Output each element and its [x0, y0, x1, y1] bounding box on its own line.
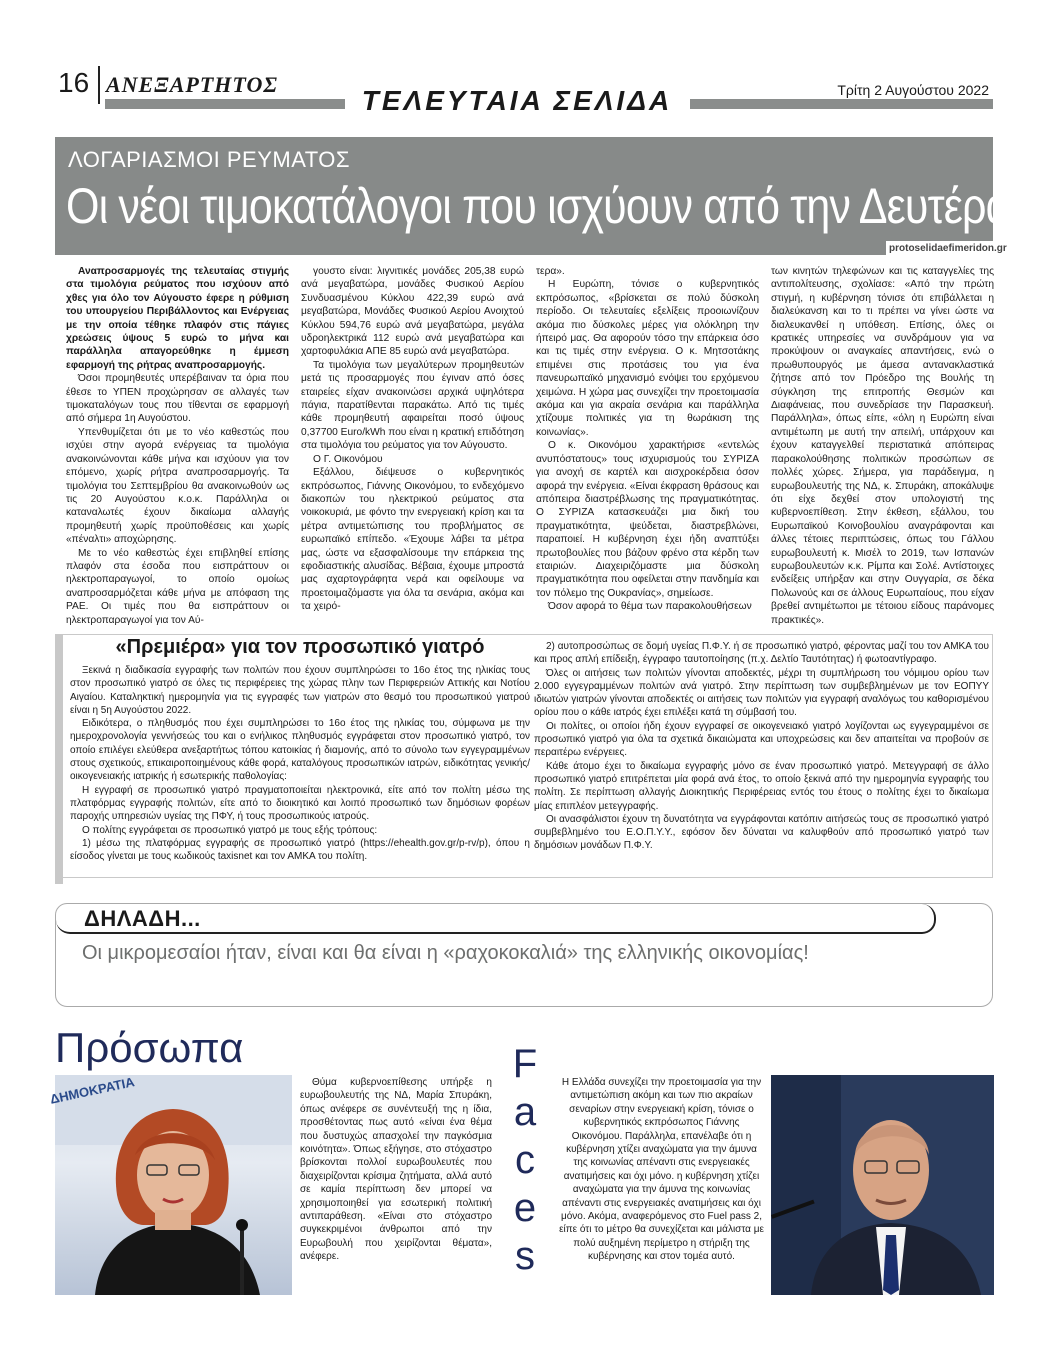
- backdrop-text: ΔΗΜΟΚΡΑΤΙΑ: [48, 1074, 136, 1107]
- faces-letter: c: [515, 1138, 535, 1182]
- article-kicker: ΛΟΓΑΡΙΑΣΜΟΙ ΡΕΥΜΑΤΟΣ: [68, 147, 350, 172]
- photo-oikonomou: [771, 1075, 994, 1295]
- watermark: protoselidaefimeridon.gr: [886, 241, 1029, 256]
- article-subhead: Ο Γ. Οικονόμου: [313, 453, 383, 465]
- article-paragraph: Υπενθυμίζεται ότι με το νέο καθεστώς που ισχύει στην αγορά ενέργειας τα τιμολόγια ανακοινώνονται κάθε μήνα και ισχύουν για τον επόμενο, χωρίς ρήτρα αναπροσαρμογής. Τα τιμολόγια του Σεπτεμβρίου θα ανακοινωθούν ως τις 20 Αυγούστου κ.ο.κ. Παράλληλα οι καταναλωτές έχουν δικαίωμα αλλαγής προμηθευτή χωρίς προϋποθέσεις και χωρίς «πέναλτι» αποχώρησης.: [66, 426, 289, 546]
- doctor-paragraph: Ειδικότερα, ο πληθυσμός που έχει συμπληρώσει το 16ο έτος της ηλικίας του, σύμφωνα με την ημεροχρονολογία γεννήσεώς του και ο ενήλικος πληθυσμός εγγράφεται στον προσωπικό γιατρό, τον οποίο επιλέγει ελεύθερα ανεξαρτήτως τόπου κατοικίας ή διαμονής, από το σύνολο των εγγεγραμμένων στους σχετικούς, επικαιροποιημένους κάθε φορά, καταλόγους προσωπικών ιατρών, ειδικότητας γενικής/οικογενειακής ιατρικής ή εσωτερικής παθολογίας:: [70, 718, 530, 783]
- doctor-paragraph: Όλες οι αιτήσεις των πολιτών γίνονται αποδεκτές, μέχρι τη συμπλήρωση του νόμιμου ορίου των 2.000 εγγεγραμμένων πολιτών ανά γιατρό. Στην περίπτωση των συμβεβλημένων με τον ΕΟΠΥΥ ιδιωτών γιατρών γίνονται αποδεκτές οι αιτήσεις των πολιτών για εγγραφή αναλόγως του καθορισμένου ορίου που ο κάθε ιατρός έχει επιλέξει κατά τη σύμβασή του.: [534, 667, 989, 719]
- article-body: [66, 265, 994, 626]
- article-lead: Αναπροσαρμογές της τελευταίας στιγμής στα τιμολόγια ρεύματος που ισχύουν από χθες για όλο τον Αύγουστο έφερε η ρύθμιση του υπουργείου Περιβάλλοντος και Ενέργειας με την οποία τέθηκε πλαφόν στις πάγιες χρεώσεις ύψους 5 ευρώ το μήνα και παράλληλα απαγορεύθηκε η έμμεση εφαρμογή της ρήτρας αναπροσαρμογής.: [66, 266, 289, 371]
- photo-spyraki: [48, 1074, 292, 1295]
- article-paragraph: Εξάλλου, διέψευσε ο κυβερνητικός εκπρόσωπος, Γιάννης Οικονόμου, το ενδεχόμενο διακοπών του ηλεκτρικού ρεύματος στα νοικοκυριά, με φόντο την ενεργειακή κρίση και τα μέτρα αντιμετώπισης του προβλήματος σε ευρωπαϊκό επίπεδο. «Έχουμε λάβει τα μέτρα μας, ώστε να εξασφαλίσουμε την επάρκεια της εφοδιαστικής αλυσίδας. Βέβαια, έχουμε μπροστά μας αχαρτογράφητα νερά και οφείλουμε να προετοιμαζόμαστε για όλα τα σενάρια, ακόμα και τα χειρό-: [301, 467, 524, 613]
- article-paragraph: Όσον αφορά το θέμα των παρακολουθήσεων: [548, 601, 752, 613]
- header-rule-right: [690, 99, 993, 109]
- doctor-paragraph: Οι πολίτες, οι οποίοι ήδη έχουν εγγραφεί σε οικογενειακό γιατρό λογίζονται ως εγγεγραμμένοι σε προσωπικό γιατρό για όλα τα σχετικά δικαιώματα και υποχρεώσεις και δεν απαιτείται να προβούν σε περαιτέρω ενέργειες.: [534, 720, 989, 759]
- page-number: 16: [58, 67, 90, 98]
- doctor-paragraph: Οι ανασφάλιστοι έχουν τη δυνατότητα να εγγράφονται κατόπιν αιτήσεώς τους σε προσωπικό γιατρό συμβεβλημένο του Ε.Ο.Π.Υ.Υ., εφόσον δεν δύναται να καλυφθούν από προσωπικό γιατρό των δημόσιων μονάδων Π.Φ.Υ.: [534, 813, 989, 852]
- article-column-1: [66, 265, 289, 626]
- article-paragraph: γουστο είναι: λιγνιτικές μονάδες 205,38 ευρώ ανά μεγαβατώρα, μονάδες Φυσικού Αερίου Συνδυασμένου Κύκλου 422,39 ευρώ ανά μεγαβατώρα, Μονάδες Φυσικού Αερίου Ανοιχτού Κύκλου 594,76 ευρώ ανά μεγαβατώρα, μεγάλα υδροηλεκτρικά 112 ευρώ ανά μεγαβατώρα και χαρτοφυλάκια ΑΠΕ 85 ευρώ ανά μεγαβατώρα.: [301, 266, 524, 358]
- doctor-box-column-1: [70, 664, 530, 863]
- doctor-paragraph: 2) αυτοπροσώπως σε δομή υγείας Π.Φ.Υ. ή σε προσωπικό γιατρό, φέροντας μαζί του τον ΑΜΚΑ του και προς απλή επίδειξη, έγγραφο ταυτοποίησης (π.χ. Δελτίο Ταυτότητας) ή φωτοαντίγραφο.: [534, 641, 989, 666]
- faces-letter: a: [513, 1090, 537, 1134]
- faces-right-paragraph: Η Ελλάδα συνεχίζει την προετοιμασία για την αντιμετώπιση ακόμη και των πιο ακραίων σεναρίων στην ενεργειακή κρίση, τόνισε ο κυβερνητικός εκπρόσωπος Γιάννης Οικονόμου. Παράλληλα, επανέλαβε ότι η κυβέρνηση χτίζει αναχώματα για την άμυνα της κοινωνίας απέναντι στις ενεργειακές ανατιμήσεις και όχι μόνο. η κυβέρνηση χτίζει αναχώματα για την άμυνα της κοινωνίας απέναντι στις ενεργειακές ανατιμήσεις και όχι μόνο. Ακόμα, αναφερόμενος στο Fuel pass 2, είπε ότι το μέτρο θα συνεχίζεται και μάλιστα με πολύ αυξημένη περίμετρο η στήριξη της κυβέρνησης και στον τομέα αυτό.: [559, 1077, 764, 1263]
- article-paragraph: τερα».: [536, 266, 565, 277]
- article-paragraph: των κινητών τηλεφώνων και τις καταγγελίες της αντιπολίτευσης, σχολίασε: «Από την πρώτη στιγμή, η κυβέρνηση τόνισε ότι επιβάλλεται η διαλεύκανση και το τι πρέπει να γίνει ώστε να διαλευκανθεί η υπόθεση. Επίσης, όλες οι κρατικές υπηρεσίες να συνδράμουν για να προκύψουν οι αναγκαίες απαντήσεις, ενώ ο πρωθυπουργός με άμεσα αντανακλαστικά ζήτησε από τον Πρόεδρο της Βουλής τη σύγκληση της επιτροπής Θεσμών και Διαφάνειας, που συνεδρίασε την Παρασκευή. Παράλληλα», όπως είπε, «όλη η Ευρώπη είναι αντιμέτωπη με αυτή την απειλή, υπάρχουν και έχουν καταγγελθεί περιστατικά απόπειρας παρακολούθησης πολιτικών προσώπων σε πολλές χώρες. Σήμερα, για παράδειγμα, η ευρωβουλευτής της ΝΔ, κ. Σπυράκη, αποκάλυψε ότι είχε δεχθεί στον υπολογιστή της κυβερνοεπίθεση. Στην έκθεση, εξάλλου, του Ευρωπαϊκού Κοινοβουλίου αναγράφονται και άλλες τέτοιες περιπτώσεις, όπως του Γάλλου ευρωβουλευτή κ. Μισέλ το 2019, των Ισπανών ευρωβουλευτών κ.κ. Ρίμπα και Σολέ. Αντίστοιχες ενδείξεις υπήρξαν και στην Ουγγαρία, σε δέκα Πολωνούς και σε άλλους Ευρωπαίους, που είχαν βρεθεί αντιμέτωποι με τέτοιου είδους παράνομες πρακτικές».: [771, 266, 994, 626]
- article-headline: Οι νέοι τιμοκατάλογοι που ισχύουν από την Δευτέρα: [66, 178, 1010, 234]
- doctor-paragraph: 1) μέσω της πλατφόρμας εγγραφής σε προσωπικό γιατρό (https://ehealth.gov.gr/p-rv/p), όπου η είσοδος γίνεται με τους κωδικούς taxisnet και τον ΑΜΚΑ του πολίτη.: [70, 837, 530, 863]
- doctor-box-side-bar: [55, 634, 63, 884]
- doctor-paragraph: Ο πολίτης εγγράφεται σε προσωπικό γιατρό με τους εξής τρόπους:: [82, 824, 378, 836]
- article-column-2: [301, 265, 524, 613]
- newspaper-name: ΑΝΕΞΑΡΤΗΤΟΣ: [106, 72, 278, 97]
- faces-vertical-word: [513, 1040, 537, 1280]
- doctor-paragraph: Η εγγραφή σε προσωπικό γιατρό πραγματοποιείται ηλεκτρονικά, είτε από τον πολίτη μέσω της πλατφόρμας εγγραφής πολιτών, είτε από το διοικητικό και λοιπό προσωπικό των δημόσιων φορέων παροχής υπηρεσιών υγείας της ΠΦΥ, ή τους προσωπικούς ιατρούς.: [70, 784, 530, 823]
- faces-left-text: [300, 1076, 492, 1264]
- portrait-man-illustration: [771, 1075, 994, 1295]
- article-paragraph: Με το νέο καθεστώς έχει επιβληθεί επίσης πλαφόν στα έσοδα που εισπράττουν οι ηλεκτροπαραγωγοί, το οποίο ομοίως αναπροσαρμόζεται κάθε μήνα με απόφαση της ΡΑΕ. Οι τιμές που θα εισπράττουν οι ηλεκτροπαραγωγοί για τον Αύ-: [66, 547, 289, 626]
- doctor-paragraph: Κάθε άτομο έχει το δικαίωμα εγγραφής μόνο σε έναν προσωπικό γιατρό. Μετεγγραφή σε άλλο προσωπικό γιατρό επιτρέπεται μία φορά ανά έτος, το οποίο ξεκινά από την ημερομηνία εγγραφής του πολίτη. Σε περίπτωση αλλαγής Διοικητικής Περιφέρειας εντός του έτους ο πολίτης έχει το δικαίωμα μίας επιπλέον μετεγγραφής.: [534, 760, 989, 812]
- faces-right-text: [558, 1076, 765, 1264]
- doctor-box-title: «Πρεμιέρα» για τον προσωπικό γιατρό: [115, 636, 485, 658]
- section-title: ΤΕΛΕΥΤΑΙΑ ΣΕΛΙΔΑ: [352, 84, 682, 118]
- faces-letter: F: [512, 1042, 538, 1086]
- header-divider: [98, 66, 100, 104]
- diladi-title: ΔΗΛΑΔΗ...: [84, 906, 201, 931]
- header-rule-left: [105, 99, 345, 109]
- portrait-woman-illustration: [48, 1074, 292, 1295]
- article-paragraph: Η Ευρώπη, τόνισε ο κυβερνητικός εκπρόσωπος, «βρίσκεται σε πολύ δύσκολη περίοδο. Οι τελευταίες εξελίξεις προοιωνίζουν ακόμα πιο δύσκολες μέρες για ολόκληρη την ήπειρό μας. Θα αφορούν τόσο την επάρκεια όσο και τις τιμές στην ενέργεια. Ο κ. Μητσοτάκης επιμένει στις προτάσεις του για ένα πανευρωπαϊκό μηχανισμό ενόψει του ερχόμενου χειμώνα. Η χώρα μας συνεχίζει την προετοιμασία ακόμα και για ακραία σενάρια και παράλληλα χτίζουμε πολιτικές για τη θωράκιση της κοινωνίας».: [536, 279, 759, 438]
- doctor-box-column-2: [534, 640, 989, 853]
- faces-letter: s: [515, 1234, 535, 1278]
- diladi-text: Οι μικρομεσαίοι ήταν, είναι και θα είναι η «ραχοκοκαλιά» της ελληνικής οικονομίας!: [82, 942, 809, 964]
- article-column-4: [771, 265, 994, 626]
- faces-letter: e: [513, 1186, 537, 1230]
- faces-left-paragraph: Θύμα κυβερνοεπίθεσης υπήρξε η ευρωβουλευτής της ΝΔ, Μαρία Σπυράκη, όπως ανέφερε σε συνέντευξή της η ίδια, προσθέτοντας πως αυτό «είναι ένα θέμα που δυστυχώς απασχολεί την παγκόσμια κοινότητα». Όπως εξήγησε, στο στόχαστρο βρίσκονται πολλοί ευρωβουλευτές που διαχειρίζονται κρίσιμα ζητήματα, αλλά αυτό σε καμία περίπτωση δεν μπορεί να χρησιμοποιηθεί για εσωτερική πολιτική αντιπαράθεση. «Είναι στο στόχαστρο συγκεκριμένοι άνθρωποι από την Ευρωβουλή που χειρίζονται θέματα», ανέφερε.: [300, 1077, 492, 1263]
- article-paragraph: Όσοι προμηθευτές υπερέβαιναν τα όρια που έθεσε το ΥΠΕΝ προχώρησαν σε αλλαγές των τιμοκαταλόγων τους που τίθενται σε εφαρμογή από σήμερα 1η Αυγούστου.: [66, 373, 289, 425]
- article-column-3: [536, 265, 759, 613]
- article-paragraph: Τα τιμολόγια των μεγαλύτερων προμηθευτών μετά τις προσαρμογές που έγιναν από όσες εταιρείες είχαν ανακοινώσει αρχικά υψηλότερα πάγια, παρατίθενται παρακάτω. Από τις τιμές κάθε προμηθευτή αφαιρείται ποσό ύψους 0,37700 Euro/kWh που είναι η κρατική επιδότηση στα τιμολόγια του ρεύματος για τον Αύγουστο.: [301, 359, 524, 452]
- issue-date: Τρίτη 2 Αυγούστου 2022: [837, 82, 989, 98]
- doctor-paragraph: Ξεκινά η διαδικασία εγγραφής των πολιτών που έχουν συμπληρώσει το 16ο έτος της ηλικίας τους στον προσωπικό γιατρό σε όλες τις περιφέρειες της χώρας πλην των Περιφερειών Αττικής και Νοτίου Αιγαίου. Καταληκτική ημερομηνία για τις εγγραφές των γιατρών στο θεσμό του προσωπικού γιατρού είναι η 5η Αυγούστου 2022.: [70, 665, 530, 716]
- faces-title: Πρόσωπα: [55, 1024, 244, 1071]
- article-paragraph: Ο κ. Οικονόμου χαρακτήρισε «εντελώς ανυπόστατους» τους ισχυρισμούς του ΣΥΡΙΖΑ για ανοχή σε καρτέλ και αισχροκέρδεια όσον αφορά την ενέργεια. «Είναι έκφραση θράσους και απόπειρα διαστρέβλωσης της πραγματικότητας. Ο ΣΥΡΙΖΑ κατασκευάζει μια δική του πραγματικότητα, ψεύδεται, διαστρεβλώνει, παραποιεί. Η κυβέρνηση έχει ήδη αναπτύξει πρωτοβουλίες που βάζουν φρένο στα κέρδη των εταιριών. Διαχειριζόμαστε μια δύσκολη πραγματικότητα που οφείλεται στην πανδημία και τον πόλεμο της Ουκρανίας», σημείωσε.: [536, 440, 759, 599]
